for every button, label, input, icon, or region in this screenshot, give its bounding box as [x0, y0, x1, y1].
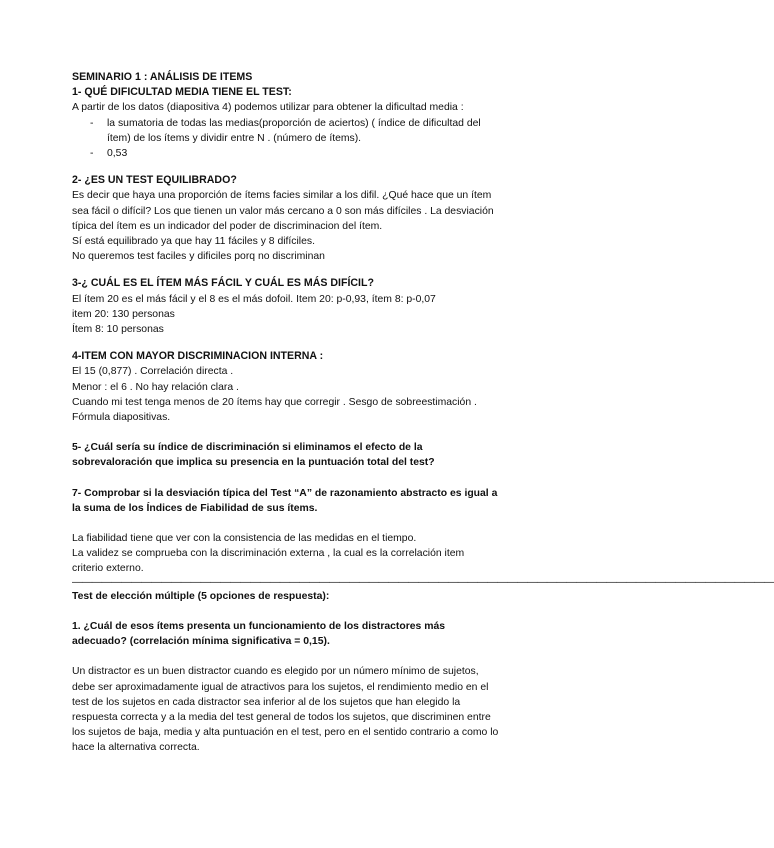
- bullet-dash: -: [90, 148, 94, 160]
- answer-line: Un distractor es un buen distractor cuando es elegido por un número mínimo de sujetos,: [72, 666, 479, 678]
- section-3-line: item 20: 130 personas: [72, 308, 175, 320]
- section-4-line: Menor : el 6 . No hay relación clara .: [72, 381, 239, 393]
- fiabilidad-line: La validez se comprueba con la discriminación externa , la cual es la correlación item: [72, 548, 465, 560]
- question-7-line-2: la suma de los Índices de Fiabilidad de sus ítems.: [72, 502, 318, 514]
- question-5-line-2: sobrevaloración que implica su presencia en la puntuación total del test?: [72, 457, 435, 469]
- question-1-line-2: adecuado? (correlación mínima significativa = 0,15).: [72, 636, 330, 648]
- section-3-line: El ítem 20 es el más fácil y el 8 es el más dofoil. Item 20: p-0,93, ítem 8: p-0,07: [72, 293, 436, 305]
- answer-line: test de los sujetos en cada distractor sea inferior al de los sujetos que han elegido la: [72, 696, 461, 708]
- section-1-bullet-2: [72, 146, 532, 161]
- section-3-heading: 3-¿ CUÁL ES EL ÍTEM MÁS FÁCIL Y CUÁL ES MÁS DIFÍCIL?: [72, 277, 374, 290]
- section-4-line: Cuando mi test tenga menos de 20 ítems hay que corregir . Sesgo de sobreestimación .: [72, 396, 477, 408]
- bullet-dash: -: [90, 117, 94, 129]
- section-2-line: Es decir que haya una proporción de ítems facies similar a los difil. ¿Qué hace que un ítem: [72, 190, 492, 202]
- fiabilidad-line: La fiabilidad tiene que ver con la consistencia de las medidas en el tiempo.: [72, 533, 417, 545]
- section-2-line: Sí está equilibrado ya que hay 11 fáciles y 8 difíciles.: [72, 236, 315, 248]
- answer-line: debe ser aproximadamente igual de atractivos para los sujetos, el rendimiento medio en el: [72, 681, 489, 693]
- section-1-intro: A partir de los datos (diapositiva 4) podemos utilizar para obtener la dificultad media :: [72, 102, 464, 114]
- question-1-line-1: 1. ¿Cuál de esos ítems presenta un funcionamiento de los distractores más: [72, 620, 446, 632]
- bullet-1-line-1: la sumatoria de todas las medias(proporción de aciertos) ( índice de dificultad del: [107, 117, 481, 129]
- section-1-heading: 1- QUÉ DIFICULTAD MEDIA TIENE EL TEST:: [72, 86, 292, 99]
- section-3-line: Ítem 8: 10 personas: [72, 324, 164, 336]
- bullet-1-line-2: ítem) de los ítems y dividir entre N . (número de ítems).: [107, 132, 362, 144]
- section-4-line: El 15 (0,877) . Correlación directa .: [72, 366, 234, 378]
- separator-line: ———————————————————————————————————————————————————————————————————————: [72, 576, 774, 588]
- document-content: [72, 70, 774, 756]
- question-5-line-1: 5- ¿Cuál sería su índice de discriminación si eliminamos el efecto de la: [72, 442, 423, 454]
- question-7-line-1: 7- Comprobar si la desviación típica del Test “A” de razonamiento abstracto es igual a: [72, 487, 498, 499]
- answer-line: los sujetos de baja, media y alta puntuación en el test, pero en el sentido contrario a como lo: [72, 727, 499, 739]
- answer-line: respuesta correcta y a la media del test general de todos los sujetos, que discriminen entre: [72, 711, 491, 723]
- section-2-line: sea fácil o difícil? Los que tienen un valor más cercano a 0 son más difíciles . La desviación: [72, 205, 494, 217]
- document-title: SEMINARIO 1 : ANÁLISIS DE ITEMS: [72, 71, 253, 83]
- section-4-heading: 4-ITEM CON MAYOR DISCRIMINACION INTERNA :: [72, 350, 324, 363]
- answer-line: hace la alternativa correcta.: [72, 742, 200, 754]
- bullet-2-text: 0,53: [107, 148, 128, 160]
- multiple-choice-heading: Test de elección múltiple (5 opciones de respuesta):: [72, 590, 330, 602]
- fiabilidad-line: criterio externo.: [72, 563, 144, 575]
- section-2-line: típica del ítem es un indicador del poder de discriminacion del ítem.: [72, 220, 383, 232]
- section-2-line: No queremos test faciles y dificiles porq no discriminan: [72, 251, 325, 263]
- section-2-heading: 2- ¿ES UN TEST EQUILIBRADO?: [72, 174, 237, 187]
- section-4-line: Fórmula diapositivas.: [72, 412, 171, 424]
- section-1-bullet-1: [72, 116, 532, 146]
